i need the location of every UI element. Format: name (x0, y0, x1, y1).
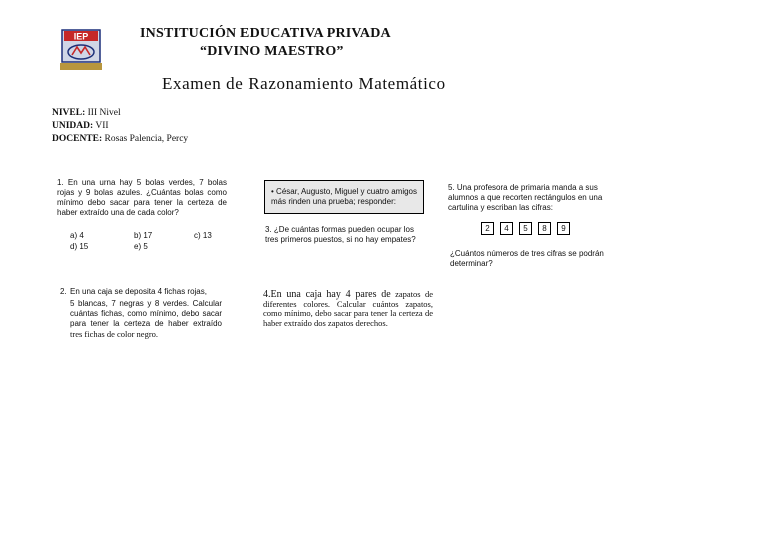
nivel-value: III Nivel (85, 108, 121, 118)
question-3 (265, 225, 425, 245)
unidad-label: UNIDAD: (52, 121, 94, 131)
institution-subtitle: “DIVINO MAESTRO” (200, 44, 344, 59)
group-instruction-text (271, 187, 417, 207)
question-3-text: ¿De cuántas formas pueden ocupar los tres primeros puestos, si no hay empates? (265, 225, 416, 244)
question-2-emphasis: tres fichas de color negro. (70, 329, 159, 339)
q1-option-a: a) 4 (70, 231, 84, 240)
institution-name: INSTITUCIÓN EDUCATIVA PRIVADA (140, 26, 391, 41)
digit-card: 2 (481, 222, 494, 235)
docente-value: Rosas Palencia, Percy (102, 134, 189, 144)
exam-title: Examen de Razonamiento Matemático (162, 74, 446, 93)
question-2-line1: En una caja se deposita 4 fichas rojas, (70, 287, 207, 296)
group-instruction-label: César, Augusto, Miguel y cuatro amigos más rinden una prueba; responder: (271, 187, 418, 206)
meta-docente (52, 134, 188, 144)
logo-text: IEP (73, 31, 89, 42)
digit-card: 4 (500, 222, 513, 235)
question-2-text (70, 299, 222, 340)
meta-unidad (52, 121, 109, 131)
question-3-number: 3. (265, 225, 272, 234)
question-2-body: 5 blancas, 7 negras y 8 verdes. Calcular cuántas fichas, como mínimo, debo sacar para tener la certeza de haber extraído (70, 299, 222, 328)
question-4-emphasis: dos zapatos derechos. (313, 317, 388, 328)
question-4-body: zapatos de diferentes colores. Calcular cuántos zapatos, como mínimo, debo sacar para tener la certeza de haber extraído (263, 289, 433, 328)
unidad-value: VII (93, 121, 109, 131)
digit-cards (481, 222, 570, 235)
docente-label: DOCENTE: (52, 134, 103, 144)
group-instruction-box (264, 180, 424, 214)
digit-card: 8 (538, 222, 551, 235)
q1-option-d: d) 15 (70, 242, 89, 251)
question-1: 1. En una urna hay 5 bolas verdes, 7 bolas rojas y 9 bolas azules. ¿Cuántas bolas como mínimo debo sacar para tener la certeza de haber extraído una de cada color? (57, 178, 227, 217)
meta-nivel (52, 108, 121, 118)
question-5-question: ¿Cuántos números de tres cifras se podrán determinar? (450, 249, 604, 268)
question-4 (263, 290, 433, 328)
question-2-number: 2. (60, 287, 67, 296)
school-logo (58, 28, 104, 72)
question-5: 5. Una profesora de primaria manda a sus alumnos a que recorten rectángulos en una cartulina y escriban las cifras: (448, 183, 603, 212)
bullet-icon: • (271, 187, 274, 196)
q1-option-c: c) 13 (194, 231, 212, 240)
q1-option-b: b) 17 (134, 231, 153, 240)
q1-option-e: e) 5 (134, 242, 148, 251)
digit-card: 9 (557, 222, 570, 235)
digit-card: 5 (519, 222, 532, 235)
question-4-lead: 4.En una caja hay 4 pares de (263, 289, 391, 300)
nivel-label: NIVEL: (52, 108, 86, 118)
